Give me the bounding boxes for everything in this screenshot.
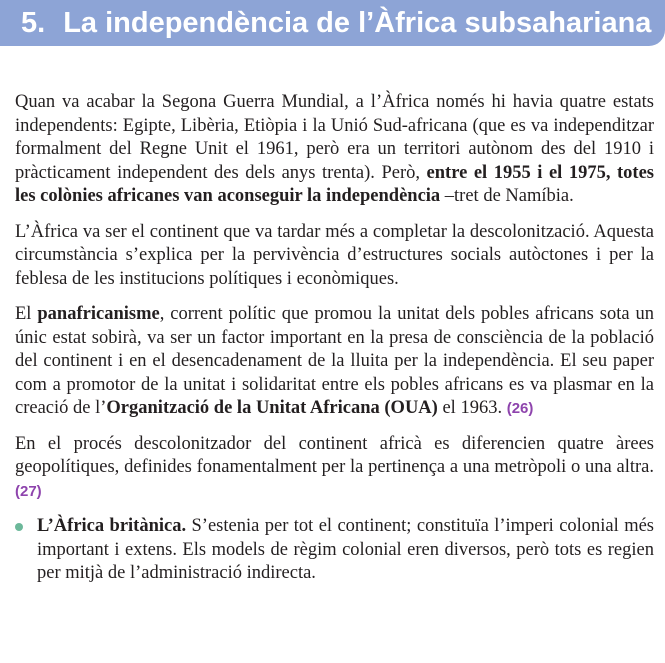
section-title: La independència de l’Àfrica subsahariana xyxy=(63,6,652,39)
section-header xyxy=(0,0,665,46)
paragraph-1 xyxy=(15,91,654,209)
text-run: Quan va acabar la Segona Guerra Mundial, a l’Àfrica només hi havia quatre estats independents: Egipte, Libèria, Etiòpia i la Unió Sud-africana (que es va independitzar formalment del Regne Unit el 1961, però era un territori autònom des del 1910 i pràcticament independent des dels anys trenta). Però, xyxy=(15,92,654,183)
body-text xyxy=(15,91,654,598)
bold-run: entre el 1955 i el 1975, totes les colònies africanes van aconseguir la independència xyxy=(15,162,654,206)
text-run: , corrent polític que promou la unitat dels pobles africans sota un únic estat sobirà, va ser un factor important en la presa de consciència de la població del continent i en el desencadenament de la lluita per la independència. El seu paper com a promotor de la unitat i solidaritat entre els pobles africans es va plasmar en la creació de l’ xyxy=(15,304,654,418)
bullet-item xyxy=(15,515,654,586)
paragraph-2 xyxy=(15,221,654,292)
paragraph-4 xyxy=(15,433,654,504)
bold-run: L’Àfrica britànica. xyxy=(37,516,187,536)
bullet-dot-icon xyxy=(15,523,23,531)
figure-reference-26[interactable]: (26) xyxy=(506,400,534,417)
text-run: S’estenia per tot el continent; constituïa l’imperi colonial més important i extens. Els models de règim colonial eren diversos, però tots es regien per mitjà de l’administració indirecta. xyxy=(37,516,654,583)
paragraph-3 xyxy=(15,303,654,421)
text-run: –tret de Namíbia. xyxy=(440,186,574,206)
figure-reference-27[interactable]: (27) xyxy=(15,482,42,500)
section-number: 5. xyxy=(21,6,46,39)
bold-run: Organització de la Unitat Africana (OUA) xyxy=(106,398,438,418)
text-run: el 1963. xyxy=(437,398,507,418)
text-run: L’Àfrica va ser el continent que va tardar més a completar la descolonització. Aquesta circumstància s’explica per la pervivència d’estructures socials autòctones i per la feblesa de les institucions polítiques i econòmiques. xyxy=(15,221,654,289)
text-run: El xyxy=(15,304,38,324)
text-run: En el procés descolonitzador del continent africà es diferencien quatre àrees geopolítiques, definides fonamentalment per la pertinença a una metròpoli o una altra. xyxy=(15,433,654,477)
bold-run: panafricanisme xyxy=(37,304,160,324)
